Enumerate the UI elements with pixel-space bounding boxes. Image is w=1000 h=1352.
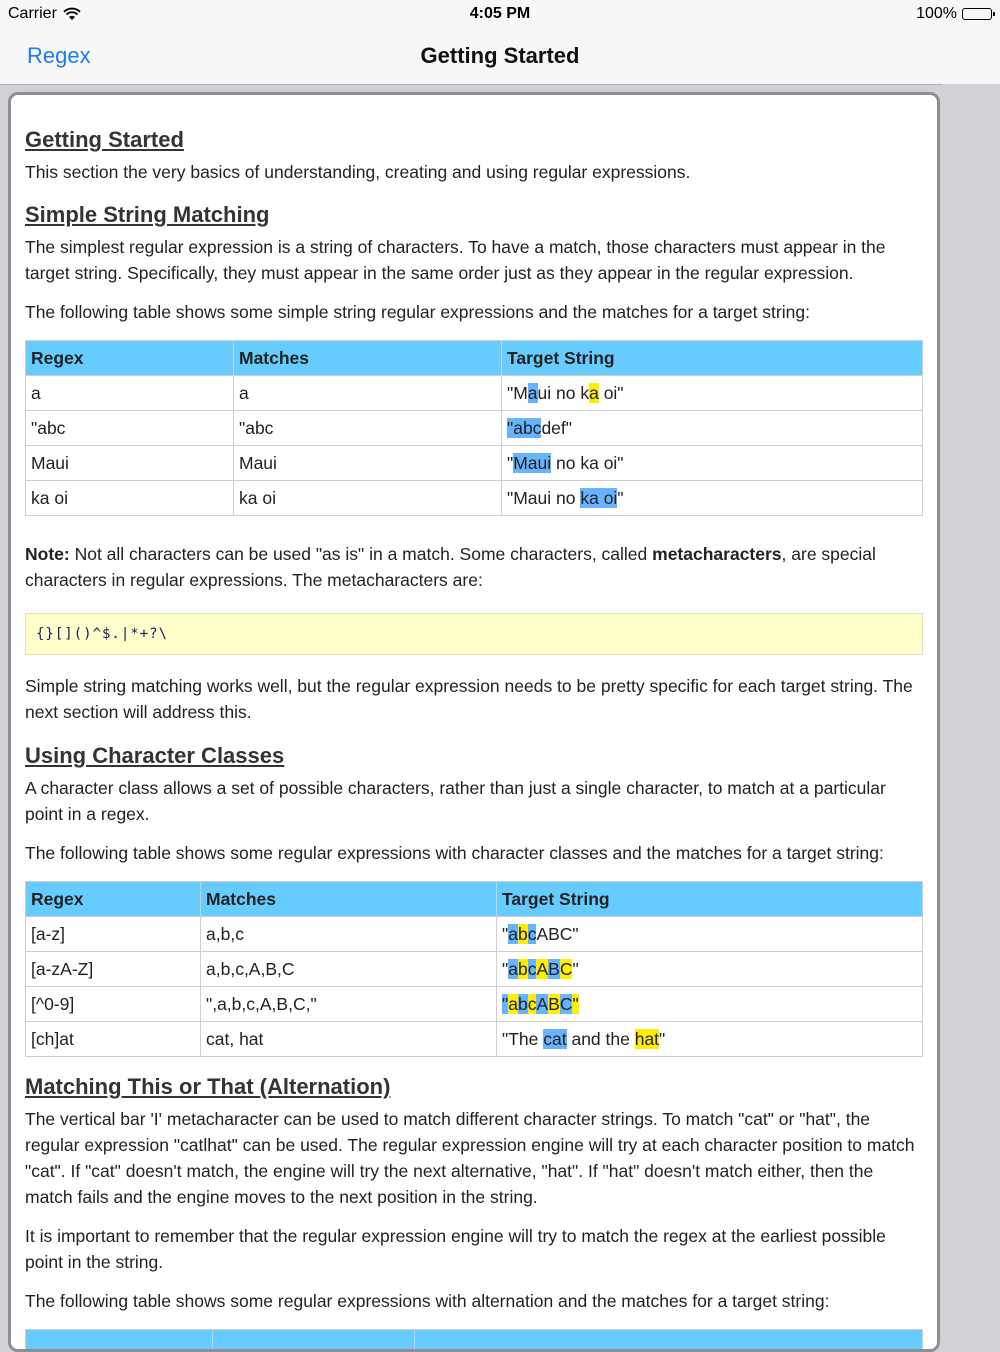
- target-text: "Maui no: [507, 487, 581, 508]
- table-body: [26, 917, 923, 1057]
- match-highlight: c: [527, 923, 537, 944]
- match-highlight: hat: [634, 1028, 660, 1049]
- match-highlight: ": [502, 993, 509, 1014]
- target-text: ": [502, 958, 509, 979]
- side-gutter: [942, 84, 1000, 1334]
- cell-matches: a: [234, 376, 502, 411]
- target-text: "M: [507, 382, 528, 403]
- simple-matching-table: [25, 340, 923, 516]
- table-row: [26, 1022, 923, 1057]
- battery-percent: 100%: [916, 5, 957, 22]
- cell-regex: [a-z]: [26, 917, 201, 952]
- intro-paragraph: This section the very basics of understanding, creating and using regular expressions.: [25, 162, 691, 182]
- alternation-paragraph-3: The following table shows some regular expressions with alternation and the matches for a target string:: [25, 1291, 830, 1311]
- match-highlight: A: [536, 993, 549, 1014]
- alternation-paragraph-1: The vertical bar 'I' metacharacter can be used to match different character strings. To match "cat" or "hat", the regular expression "catlhat" can be used. The regular expression engine will try at each character position to match "cat". If "cat" doesn't match, the engine will try the next alternative, "hat". If "hat" doesn't match either, then the match fails and the engine moves to the next position in the string.: [25, 1109, 915, 1207]
- note-paragraph: [25, 541, 923, 593]
- cell-target: [497, 987, 923, 1022]
- match-highlight: c: [527, 958, 537, 979]
- back-button[interactable]: Regex: [27, 43, 91, 68]
- match-highlight: a: [527, 382, 538, 403]
- column-header: Matches: [234, 341, 502, 376]
- cell-target: [497, 917, 923, 952]
- target-text: ": [659, 1028, 666, 1049]
- table-row: [26, 446, 923, 481]
- target-text: "The: [502, 1028, 544, 1049]
- classes-paragraph-1: A character class allows a set of possible characters, rather than just a single character, to match at a particular point in a regex.: [25, 778, 886, 824]
- cell-regex: ka oi: [26, 481, 234, 516]
- match-highlight: b: [517, 993, 528, 1014]
- cell-regex: Maui: [26, 446, 234, 481]
- battery-indicator: [916, 5, 992, 23]
- table-row: [26, 987, 923, 1022]
- classes-paragraph-2: The following table shows some regular expressions with character classes and the matches for a target string:: [25, 843, 884, 863]
- cell-matches: Maui: [234, 446, 502, 481]
- simple-paragraph-3: Simple string matching works well, but the regular expression needs to be pretty specific for each target string. The next section will address this.: [25, 676, 913, 722]
- simple-paragraph-2: The following table shows some simple string regular expressions and the matches for a target string:: [25, 302, 810, 322]
- column-header: Regex: [26, 882, 201, 917]
- heading-simple-string-matching: Simple String Matching: [25, 202, 270, 227]
- match-highlight: c: [527, 993, 537, 1014]
- character-classes-table: [25, 881, 923, 1057]
- target-text: no ka oi": [551, 452, 624, 473]
- table-row: [26, 952, 923, 987]
- target-text: ui no k: [537, 382, 590, 403]
- match-highlight: b: [517, 923, 528, 944]
- simple-paragraph-1: The simplest regular expression is a string of characters. To have a match, those characters must appear in the target string. Specifically, they must appear in the same order just as they appear in the regular expression.: [25, 237, 886, 283]
- match-highlight: "abc: [507, 417, 542, 438]
- battery-icon: [962, 8, 992, 20]
- navigation-bar: [0, 28, 1000, 85]
- match-highlight: b: [517, 958, 528, 979]
- status-time: 4:05 PM: [469, 5, 531, 22]
- cell-target: [502, 411, 923, 446]
- table-row: [26, 917, 923, 952]
- cell-matches: ",a,b,c,A,B,C,": [201, 987, 497, 1022]
- cell-regex: [ch]at: [26, 1022, 201, 1057]
- match-highlight: B: [548, 993, 560, 1014]
- target-text: ": [507, 452, 514, 473]
- cell-target: [497, 952, 923, 987]
- match-highlight: B: [548, 958, 560, 979]
- alternation-paragraph-2: It is important to remember that the regular expression engine will try to match the regex at the earliest possible point in the string.: [25, 1226, 886, 1272]
- table-header-row: [26, 341, 923, 376]
- target-text: ABC": [536, 923, 579, 944]
- page-title: Getting Started: [420, 43, 580, 68]
- note-label: Note:: [25, 544, 70, 564]
- match-highlight: ": [572, 993, 579, 1014]
- column-header: Matches: [201, 882, 497, 917]
- column-header: Target String: [502, 341, 923, 376]
- content-panel[interactable]: [8, 92, 940, 1352]
- cell-matches: a,b,c: [201, 917, 497, 952]
- match-highlight: a: [508, 958, 518, 979]
- target-text: and the: [566, 1028, 635, 1049]
- alternation-table-header: [25, 1329, 923, 1352]
- note-text-b: , are special characters in regular expressions. The metacharacters are:: [25, 544, 876, 590]
- target-text: ": [572, 958, 579, 979]
- match-highlight: C: [559, 993, 573, 1014]
- match-highlight: cat: [543, 1028, 567, 1049]
- table-row: [26, 376, 923, 411]
- heading-alternation: Matching This or That (Alternation): [25, 1074, 391, 1099]
- match-highlight: a: [508, 993, 518, 1014]
- target-text: ": [617, 487, 624, 508]
- cell-regex: a: [26, 376, 234, 411]
- target-text: ": [502, 923, 509, 944]
- match-highlight: ka oi: [580, 487, 618, 508]
- status-bar: [0, 0, 1000, 28]
- table-body: [26, 376, 923, 516]
- heading-character-classes: Using Character Classes: [25, 743, 285, 768]
- heading-getting-started: Getting Started: [25, 127, 184, 152]
- note-bold-term: metacharacters: [652, 544, 782, 564]
- match-highlight: A: [536, 958, 549, 979]
- cell-matches: "abc: [234, 411, 502, 446]
- column-header: Target String: [497, 882, 923, 917]
- cell-target: [502, 376, 923, 411]
- target-text: oi": [598, 382, 624, 403]
- cell-matches: ka oi: [234, 481, 502, 516]
- cell-target: [497, 1022, 923, 1057]
- cell-regex: "abc: [26, 411, 234, 446]
- column-header: Regex: [26, 341, 234, 376]
- match-highlight: C: [559, 958, 573, 979]
- cell-regex: [^0-9]: [26, 987, 201, 1022]
- cell-matches: cat, hat: [201, 1022, 497, 1057]
- table-header-row: [26, 882, 923, 917]
- match-highlight: a: [508, 923, 518, 944]
- cell-regex: [a-zA-Z]: [26, 952, 201, 987]
- table-row: [26, 411, 923, 446]
- cell-matches: a,b,c,A,B,C: [201, 952, 497, 987]
- table-row: [26, 481, 923, 516]
- target-text: def": [541, 417, 572, 438]
- carrier-label: Carrier: [8, 5, 57, 22]
- cell-target: [502, 481, 923, 516]
- cell-target: [502, 446, 923, 481]
- note-text-a: Not all characters can be used "as is" in a match. Some characters, called: [69, 544, 653, 564]
- match-highlight: Maui: [513, 452, 552, 473]
- metacharacters-code-box: {}[]()^$.|*+?\: [25, 613, 923, 655]
- match-highlight: a: [589, 382, 599, 403]
